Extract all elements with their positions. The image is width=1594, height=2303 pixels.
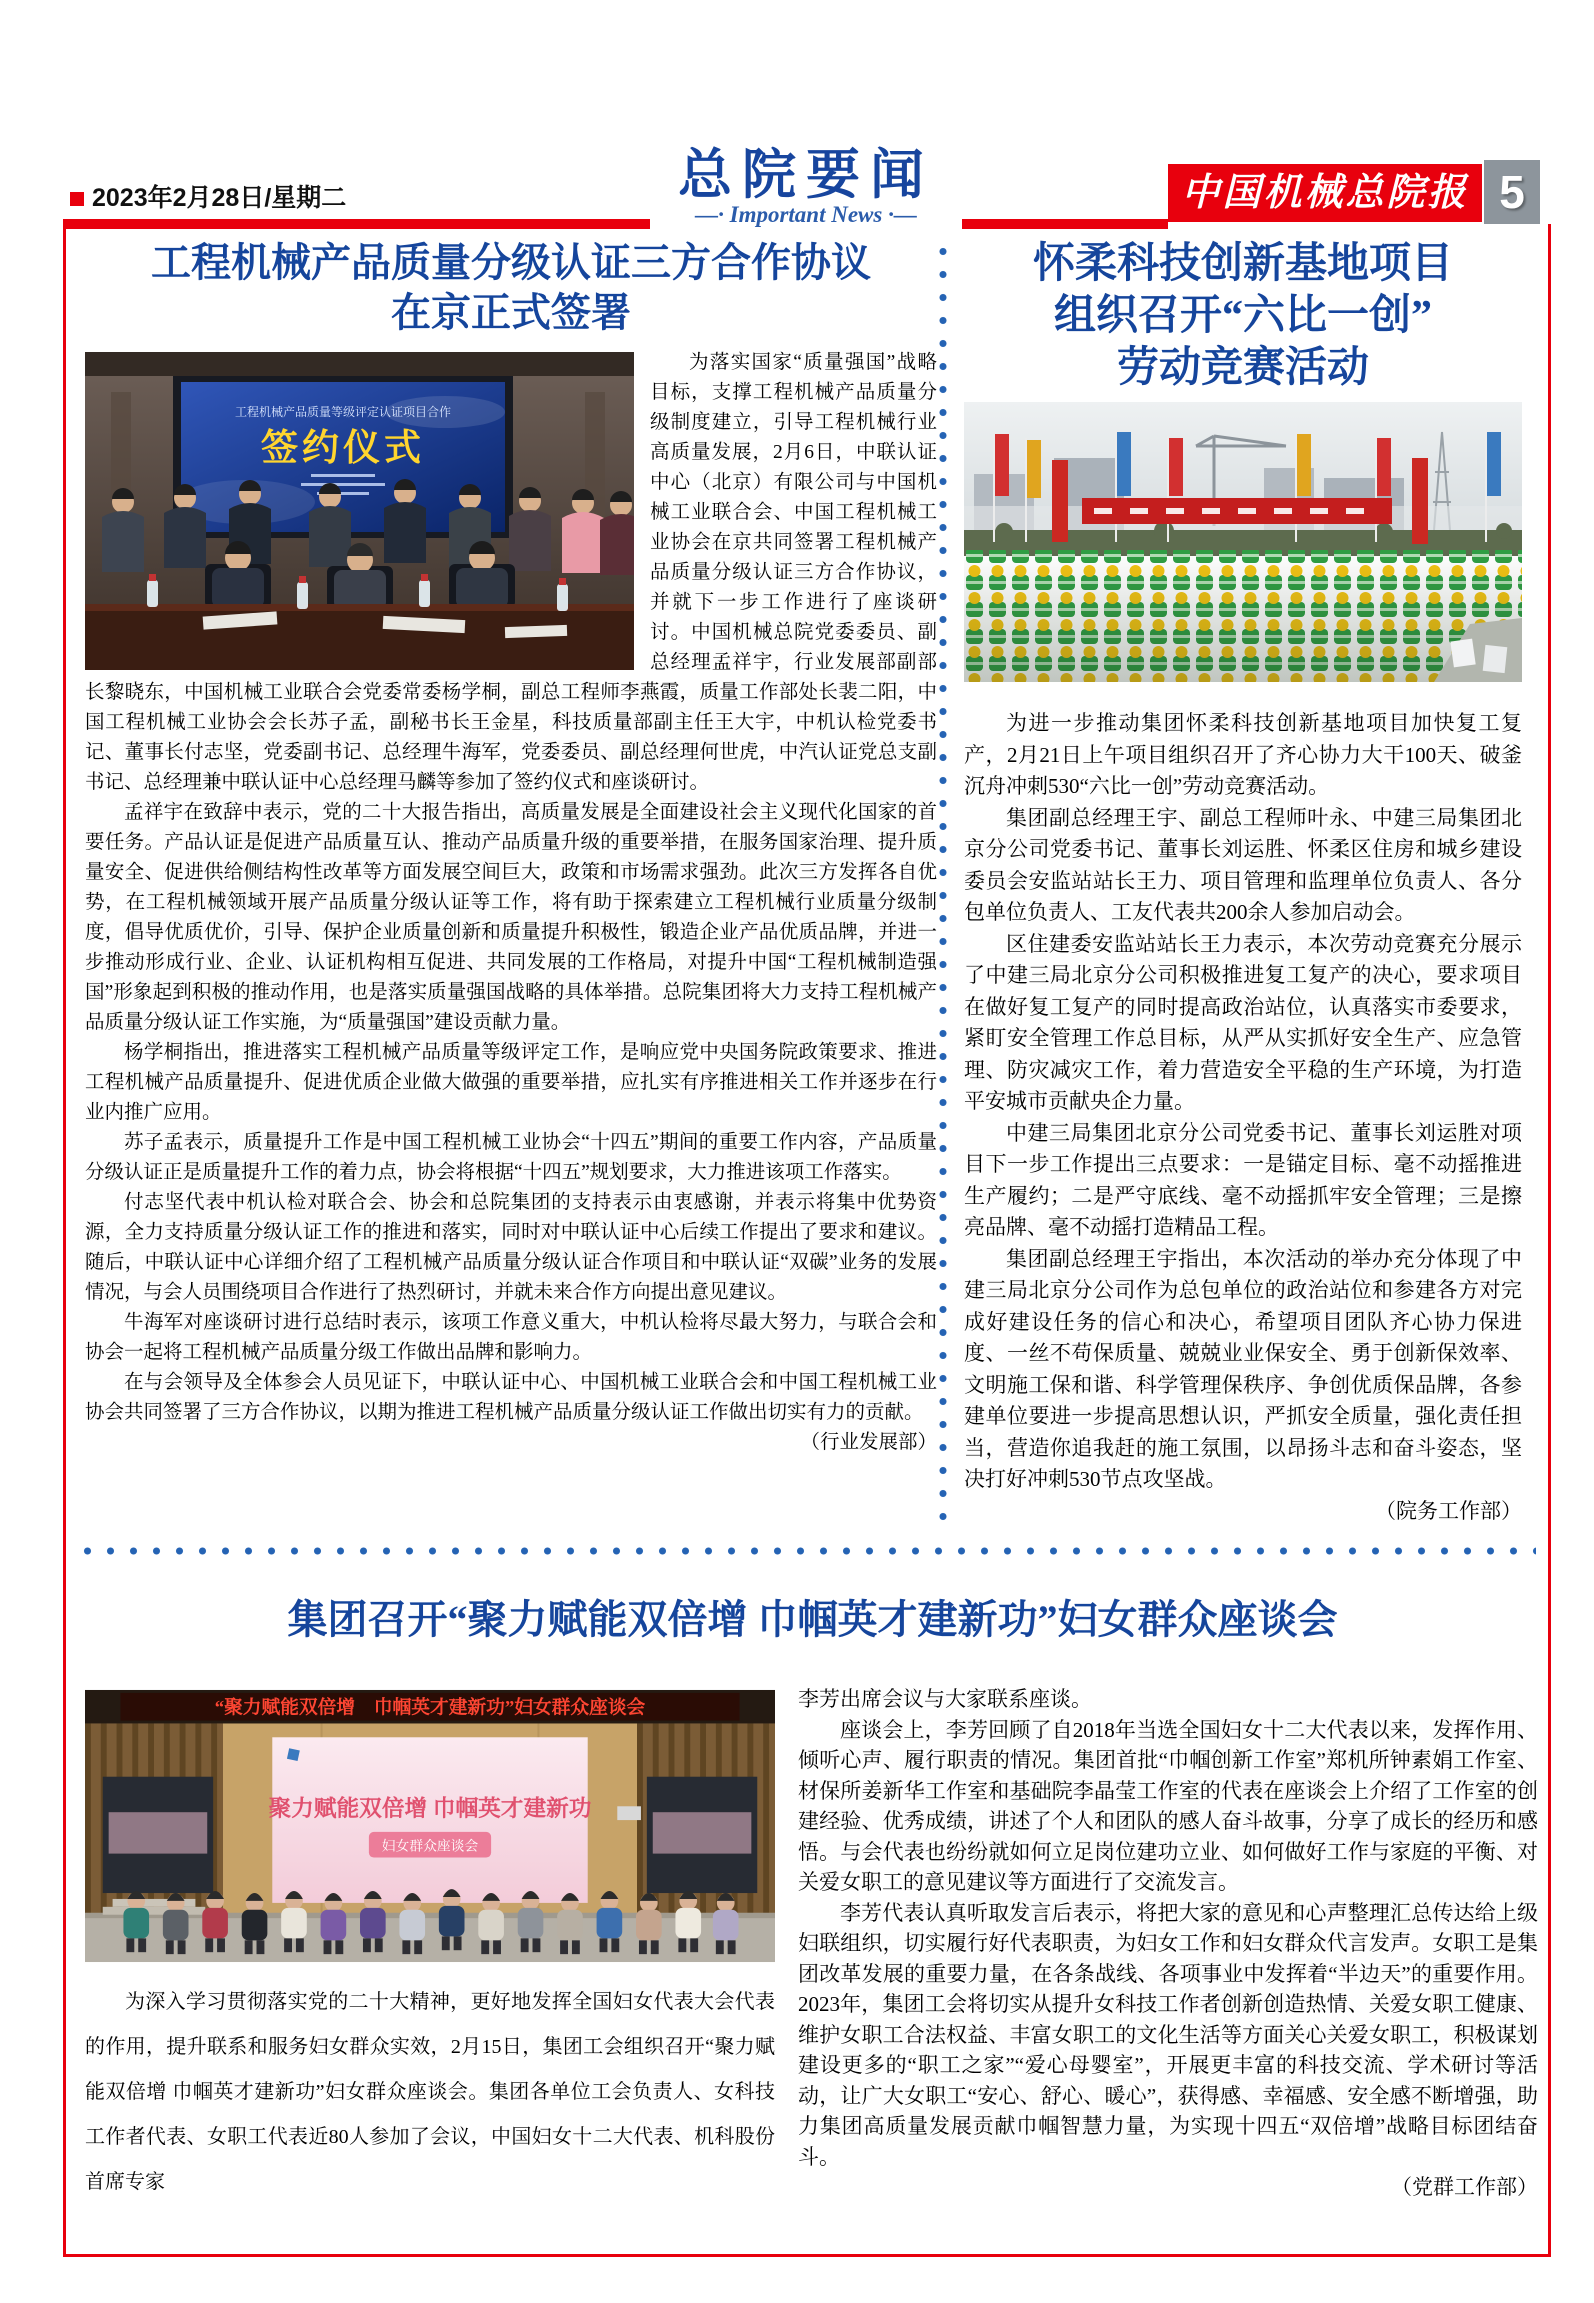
paragraph: 杨学桐指出，推进落实工程机械产品质量等级评定工作，是响应党中央国务院政策要求、推进工程机械产品质量提升、促进优质企业做大做强的重要举措，应扎实有序推进相关工作并逐步在行业内推广应用。 xyxy=(85,1042,937,1123)
page-section-subtitle: —· Important News ·— xyxy=(650,202,962,228)
column-divider-dotted xyxy=(938,240,948,1532)
paragraph: 孟祥宇在致辞中表示，党的二十大报告指出，高质量发展是全面建设社会主义现代化国家的首要任务。产品认证是促进产品质量互认、推动产品质量升级的重要举措，在服务国家治理、提升质量安全、促进供给侧结构性改革等方面发展空间巨大，政策和市场需求强劲。此次三方发挥各自优势，在工程机械领域开展产品质量分级认证等工作，将有助于探索建立工程机械行业质量分级制度，倡导优质优价，引导、保护企业质量创新和质量提升积极性，锻造企业产品优质品牌，并进一步推动形成行业、企业、认证机构相互促进、共同发展的工作格局，对提升中国“工程机械制造强国”形象起到积极的推动作用，也是落实质量强国战略的具体举措。总院集团将大力支持工程机械产品质量分级认证工作实施，为“质量强国”建设贡献力量。 xyxy=(85,802,937,1033)
article-body xyxy=(85,1980,775,2205)
paragraph: 为落实国家“质量强国”战略目标，支撑工程机械产品质量分级制度建立，引导工程机械行业高质量发展，2月6日，中联认证中心（北京）有限公司与中国机械工业联合会、中国工程机械工业协会在京共同签署工程机械产品质量分级认证三方合作协议，并就下一步工作进行了座谈研讨。中国机械总院党委委员、副总经理孟祥宇，行业发展部副部长黎晓东，中国机械工业联合会党委常委杨学桐，副总工程师李燕霞，质量工作部处长裴二阳，中国工程机械工业协会会长苏子孟，副秘书长王金星，科技质量部副主任王大宇，中机认检党委书记、董事长付志坚，党委副书记、总经理牛海军，党委委员、副总经理何世虎，中汽认证党总支副书记、总经理兼中联认证中心总经理马麟等参加了签约仪式和座谈研讨。 xyxy=(85,352,937,793)
article-body xyxy=(85,348,937,1458)
paragraph: 为深入学习贯彻落实党的二十大精神，更好地发挥全国妇女代表大会代表的作用，提升联系和服务妇女群众实效，2月15日，集团工会组织召开“聚力赋能双倍增 巾帼英才建新功”妇女群众座谈会。集团各单位工会负责人、女科技工作者代表、女职工代表近80人参加了会议，中国妇女十二大代表、机科股份首席专家 xyxy=(85,1991,775,2193)
photo-screen-title: 签约仪式 xyxy=(261,428,425,469)
article-body xyxy=(964,708,1522,1527)
paragraph: 座谈会上，李芳回顾了自2018年当选全国妇女十二大代表以来，发挥作用、倾听心声、履行职责的情况。集团首批“巾帼创新工作室”郑机所钟素娟工作室、材保所姜新华工作室和基础院李晶莹工作室的代表在座谈会上介绍了工作室的创建经验、优秀成绩，讲述了个人和团队的感人奋斗故事，分享了成长的经历和感悟。与会代表也纷纷就如何立足岗位建功立业、如何做好工作与家庭的平衡、对关爱女职工的意见建议等方面进行了交流发言。 xyxy=(798,1717,1538,1894)
byline: （党群工作部） xyxy=(1391,2175,1538,2199)
article-title-line1: 工程机械产品质量分级认证三方合作协议 xyxy=(151,240,871,285)
paragraph: 集团副总经理王宇指出，本次活动的举办充分体现了中建三局北京分公司作为总包单位的政治站位和参建各方对完成好建设任务的信心和决心，希望项目团队齐心协力保进度、一丝不苟保质量、兢兢业业保安全、勇于创新保效率、文明施工保和谐、科学管理保秩序、争创优质保品牌，各参建单位要进一步提高思想认识，严抓安全质量，强化责任担当，营造你追我赶的施工氛围，以昂扬斗志和奋斗姿态，坚决打好冲刺530节点攻坚战。 xyxy=(964,1246,1522,1491)
photo-marquee-text: “聚力赋能双倍增 巾帼英才建新功”妇女群众座谈会 xyxy=(214,1697,646,1719)
byline: （行业发展部） xyxy=(800,1432,937,1453)
article-title-line3: 劳动竞赛活动 xyxy=(1116,345,1369,391)
photo-screen-badge: 妇女群众座谈会 xyxy=(381,1838,479,1854)
photo-screen-title: 聚力赋能双倍增 巾帼英才建新功 xyxy=(268,1796,592,1822)
article-title-line2: 在京正式签署 xyxy=(391,290,631,335)
photo-signing-ceremony xyxy=(85,352,634,670)
section-divider-dotted xyxy=(76,1546,1536,1556)
paragraph: 为进一步推动集团怀柔科技创新基地项目加快复工复产，2月21日上午项目组织召开了齐心协力大干100天、破釜沉舟冲刺530“六比一创”劳动竞赛活动。 xyxy=(964,711,1522,798)
photo-labor-competition xyxy=(964,402,1522,682)
article-women-forum-right-column xyxy=(798,1684,1538,2203)
paragraph: 李芳出席会议与大家联系座谈。 xyxy=(798,1687,1092,1711)
paragraph: 苏子孟表示，质量提升工作是中国工程机械工业协会“十四五”期间的重要工作内容，产品质量分级认证正是质量提升工作的着力点，协会将根据“十四五”规划要求，大力推进该项工作落实。 xyxy=(85,1132,937,1183)
photo-screen-topline: 工程机械产品质量等级评定认证项目合作 xyxy=(234,405,452,419)
issue-date: 2023年2月28日/星期二 xyxy=(70,178,346,214)
paragraph: 在与会领导及全体参会人员见证下，中联认证中心、中国机械工业联合会和中国工程机械工业协会共同签署了三方合作协议，以期为推进工程机械产品质量分级认证工作做出切实有力的贡献。 xyxy=(85,1372,937,1423)
byline: （院务工作部） xyxy=(1375,1498,1522,1523)
article-labor-competition xyxy=(964,238,1522,1527)
paragraph: 李芳代表认真听取发言后表示，将把大家的意见和心声整理汇总传达给上级妇联组织，切实履行好代表职责，为妇女工作和妇女群众代言发声。女职工是集团改革发展的重要力量，在各条战线、各项事业中发挥着“半边天”的重要作用。2023年，集团工会将切实从提升女科技工作者创新创造热情、关爱女职工健康、维护女职工合法权益、丰富女职工的文化生活等方面关心关爱女职工，积极谋划建设更多的“职工之家”“爱心母婴室”，开展更丰富的科技交流、学术研讨等活动，让广大女职工“安心、舒心、暖心”，获得感、幸福感、安全感不断增强，助力集团高质量发展贡献巾帼智慧力量，为实现十四五“双倍增”战略目标团结奋斗。 xyxy=(798,1900,1538,2169)
masthead: 中国机械总院报 xyxy=(1168,164,1482,222)
article-women-forum-title: 集团召开“聚力赋能双倍增 巾帼英才建新功”妇女群众座谈会 xyxy=(287,1597,1338,1642)
article-signing-ceremony xyxy=(85,238,937,1458)
page-number: 5 xyxy=(1484,160,1540,224)
article-women-forum-left-column xyxy=(85,1688,775,2205)
photo-women-forum xyxy=(85,1688,775,1964)
page-section-title: 总院要闻 xyxy=(678,145,934,205)
paragraph: 付志坚代表中机认检对联合会、协会和总院集团的支持表示由衷感谢，并表示将集中优势资源，全力支持质量分级认证工作的推进和落实，同时对中联认证中心后续工作提出了要求和建议。随后，中联认证中心详细介绍了工程机械产品质量分级认证合作项目和中联认证“双碳”业务的发展情况，与会人员围绕项目合作进行了热烈研讨，并就未来合作方向提出意见建议。 xyxy=(85,1192,937,1303)
article-title-line2: 组织召开“六比一创” xyxy=(1053,293,1432,339)
paragraph: 牛海军对座谈研讨进行总结时表示，该项工作意义重大，中机认检将尽最大努力，与联合会和协会一起将工程机械产品质量分级工作做出品牌和影响力。 xyxy=(85,1312,937,1363)
article-title-line1: 怀柔科技创新基地项目 xyxy=(1032,241,1453,287)
paragraph: 区住建委安监站站长王力表示，本次劳动竞赛充分展示了中建三局北京分公司积极推进复工复产的决心，要求项目在做好复工复产的同时提高政治站位，认真落实市委要求，紧盯安全管理工作总目标，从严从实抓好安全生产、应急管理、防灾减灾工作，着力营造安全平稳的生产环境，为打造平安城市贡献央企力量。 xyxy=(964,931,1522,1113)
paragraph: 集团副总经理王宇、副总工程师叶永、中建三局集团北京分公司党委书记、董事长刘运胜、怀柔区住房和城乡建设委员会安监站站长王力、项目管理和监理单位负责人、各分包单位负责人、工友代表共200余人参加启动会。 xyxy=(964,805,1522,924)
paragraph: 中建三局集团北京分公司党委书记、董事长刘运胜对项目下一步工作提出三点要求：一是锚定目标、毫不动摇推进生产履约；二是严守底线、毫不动摇抓牢安全管理；三是擦亮品牌、毫不动摇打造精品工程。 xyxy=(964,1120,1522,1239)
photo-red-banner xyxy=(1082,498,1392,524)
